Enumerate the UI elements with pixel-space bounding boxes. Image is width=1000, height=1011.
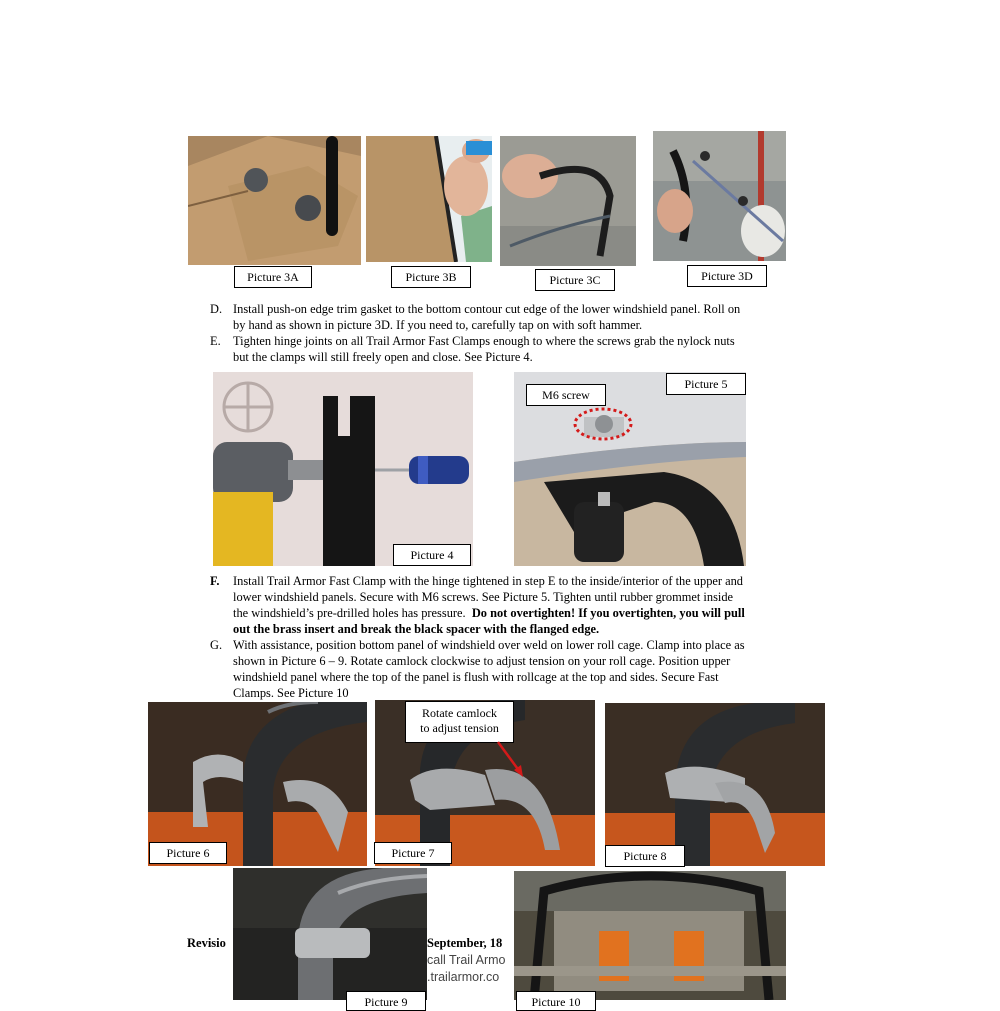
photo-10: [514, 871, 786, 1000]
step-g-line-1: With assistance, position bottom panel of windshield over weld on lower roll cage. Clamp into place as: [233, 638, 745, 652]
step-d-line-2: by hand as shown in picture 3D. If you need to, carefully tap on with soft hammer.: [233, 318, 643, 332]
step-f-line-2: lower windshield panels. Secure with M6 screws. See Picture 5. Tighten until rubber grommet inside: [233, 590, 734, 604]
photo-3c: [500, 136, 636, 266]
step-g-line-3: windshield panel where the top of the panel is flush with rollcage at the top and sides. Secure Fast: [233, 670, 719, 684]
step-f-letter: F.: [210, 574, 220, 588]
label-picture-9: [346, 991, 426, 1011]
footer-revision: Revisio: [187, 936, 226, 950]
label-picture-3a: Picture 3A: [234, 266, 312, 288]
photo-4: [213, 372, 473, 566]
label-picture-10: [516, 991, 596, 1011]
label-picture-3d: Picture 3D: [687, 265, 767, 287]
label-picture-3c: Picture 3C: [535, 269, 615, 291]
label-picture-3b: Picture 3B: [391, 266, 471, 288]
photo-3a: [188, 136, 361, 265]
step-f-line-3: the windshield’s pre-drilled holes has pressure.: [233, 606, 466, 620]
step-d-letter: D.: [210, 302, 223, 316]
footer-url: .trailarmor.co: [427, 970, 500, 984]
step-f-warning-2: out the brass insert and break the black spacer with the flanged edge.: [233, 622, 600, 636]
label-picture-8: Picture 8: [605, 845, 685, 867]
step-e-line-1: Tighten hinge joints on all Trail Armor Fast Clamps enough to where the screws grab the nylock nuts: [233, 334, 735, 348]
step-g-line-2: shown in Picture 6 – 9. Rotate camlock clockwise to adjust tension on your roll cage. Position upper: [233, 654, 731, 668]
footer-date: September, 18: [427, 936, 503, 950]
step-f-warning-1: Do not overtighten! If you overtighten, you will pull: [471, 606, 745, 620]
label-picture-9-text: Picture 9: [364, 995, 408, 1009]
label-picture-10-text: Picture 10: [531, 995, 581, 1009]
label-picture-6: Picture 6: [149, 842, 227, 864]
label-picture-7: Picture 7: [374, 842, 452, 864]
footer-call: call Trail Armo: [427, 953, 506, 967]
callout-rotate-camlock: Rotate camlock to adjust tension: [405, 701, 514, 743]
step-d-line-1: Install push-on edge trim gasket to the bottom contour cut edge of the lower windshield panel. Roll on: [233, 302, 741, 316]
label-picture-5: Picture 5: [666, 373, 746, 395]
step-f-line-1: Install Trail Armor Fast Clamp with the hinge tightened in step E to the inside/interior of the upper and: [233, 574, 744, 588]
label-picture-4: Picture 4: [393, 544, 471, 566]
step-e-letter: E.: [210, 334, 221, 348]
photo-3b: [366, 136, 492, 262]
photo-8: [605, 703, 825, 866]
photo-3d: [653, 131, 786, 261]
step-g-line-4: Clamps. See Picture 10: [233, 686, 349, 700]
photo-9: [233, 868, 427, 1000]
step-e-line-2: but the clamps will still freely open and close. See Picture 4.: [233, 350, 533, 364]
step-g-letter: G.: [210, 638, 223, 652]
callout-arrow: [490, 740, 530, 780]
label-m6-screw: M6 screw: [526, 384, 606, 406]
